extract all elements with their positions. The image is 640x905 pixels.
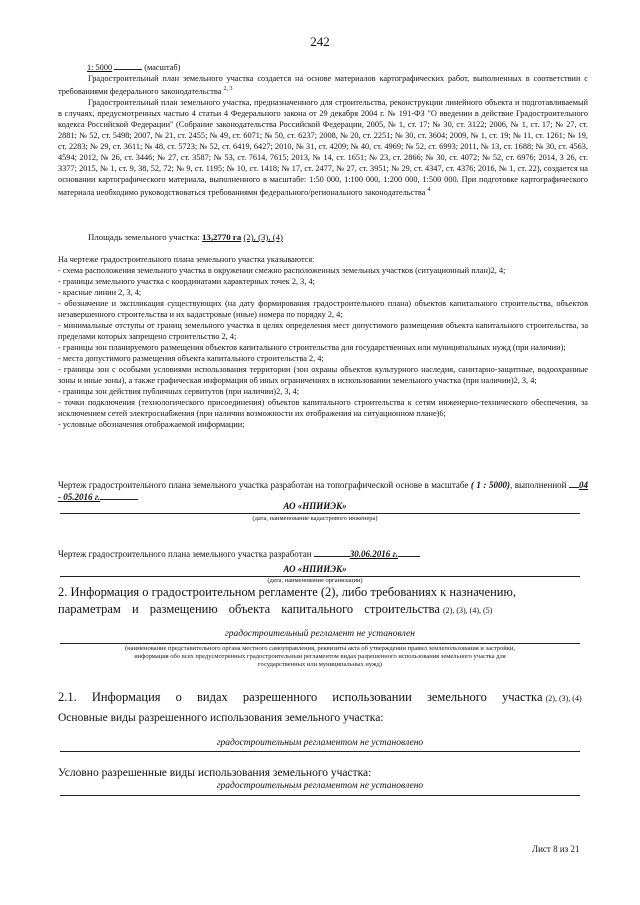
topo-date: 04 - 05.2016 г. <box>58 480 589 502</box>
scale-line <box>87 62 180 73</box>
paragraph-2: Градостроительный план земельного участка, предназначенного для строительства, реконструкции линейного объекта и подготавливаемый в случаях, предусмотренных частью 4 статьи 4 Федерального закона от 29 декабря 2004 г. № 191-ФЗ "О введении в действие Градостроительного кодекса Российской Федерации" (Собрание законодательства Российской Федерации, 2005, № 1, ст. 17; № 30, ст. 3122; 2006, № 1, ст. 17; № 27, ст. 2881; № 52, ст. 5498; 2007, № 21, ст. 2455; № 49, ст. 6071; № 50, ст. 6237; 2008, № 20, ст. 2251; № 30, ст. 3604; 2009, № 1, ст. 19; № 11, ст. 1261; № 19, ст. 2283; № 29, ст. 3611; № 48, ст. 5723; № 52, ст. 6419, 6427; 2010, № 31, ст. 4209; № 40, ст. 4969; № 52, ст. 6993; 2011, № 13, ст. 1688; № 30, ст. 4563, 4594; 2012, № 26, ст. 3446; № 27, ст. 3587; № 53, ст. 7614, 7615; 2013, № 14, ст. 1651; № 23, ст. 2866; № 30, ст. 4072; № 52, ст. 6976; 2014, 3 26, ст. 3377; 2015, № 1, ст. 9, 38, 52, 72; № 9, ст. 1195; № 10, ст. 1418; № 17, ст. 2477, № 27, ст. 3951; № 29, ст. 4347, ст. 4376; 2016, № 1, ст. 22), создается на основании картографического материала, выполненного в масштабе: 1:50 000, 1:100 000, 1:200 000, 1:500 000. При подготовке картографического материала необходимо руководствоваться требованиями федерального/регионального законодательства $^4$ <box>58 98 588 197</box>
dev-org: АО «НПИИЭК» <box>283 564 347 574</box>
page-number: 242 <box>310 34 330 49</box>
list-item: - схема расположения земельного участка в окружении смежно расположенных земельных участков (ситуационный план)2, 4; <box>58 266 506 275</box>
list-item: - границы зон с особыми условиями использования территории (зон охраны объектов культурного наследия, санитарно-защитные, водоохранные зоны и иные зоны), а также графическая информация об иных ограничениях в использовании земельного участка (при наличии)2, 3, 4; <box>58 365 588 385</box>
drawing-list <box>58 254 588 430</box>
paragraph-1: Градостроительный план земельного участка создается на основе материалов картографических работ, выполненных в соответствии с требованиями федерального законодательства $^{2, 3}$ <box>58 74 588 96</box>
list-item: - обозначение и экспликация существующих (на дату формирования градостроительного плана) объектов капитального строительства, объектов незавершенного строительства и их кадастровые (иные) номера по порядку 2, 4; <box>58 299 588 319</box>
list-item: - границы зон планируемого размещения объектов капитального строительства для государственных или муниципальных нужд (при наличии); <box>58 343 566 352</box>
list-item: - красные линии 2, 3, 4; <box>58 288 142 297</box>
section2-heading: 2. Информация о градостроительном регламенте (2), либо требованиях к назначению, параметрам и размещению объекта капитального строительства (2), (3), (4), (5) <box>58 585 516 616</box>
scale-value: 1: 5000 <box>87 63 113 72</box>
section2-underline <box>60 643 580 644</box>
topo-paragraph: Чертеж градостроительного плана земельного участка разработан на топографической основе в масштабе ( 1 : 5000), выполненной 04 - 05.2016 г. <box>58 480 589 502</box>
list-item: - точки подключения (технологического присоединения) объектов капитального строительства к сетям инженерно-технического обеспечения, за исключением сетей электроснабжения (при наличии возможности их отображения на ситуационном плане)6; <box>58 398 588 418</box>
list-item: - минимальные отступы от границ земельного участка в целях определения мест допустимого размещения объекта капитального строительства, за пределами которых запрещено строительство 2, 4; <box>58 321 588 341</box>
section21-refs: (2), (3), (4) <box>545 694 582 703</box>
dev-caption: (дата, наименование организации) <box>267 577 363 584</box>
topo-scale: ( 1 : 5000) <box>470 480 510 490</box>
list-item: - условные обозначения отображаемой информации; <box>58 420 245 429</box>
topo-underline <box>60 513 580 514</box>
conditional-uses-label: Условно разрешенные виды использования земельного участка: <box>58 767 372 779</box>
area-line <box>88 232 283 243</box>
sheet-footer: Лист 8 из 21 <box>532 844 580 854</box>
main-uses-label: Основные виды разрешенного использования земельного участка: <box>58 712 384 724</box>
area-refs: (2), (3), (4) <box>243 232 283 242</box>
conditional-uses-underline <box>60 795 580 796</box>
dev-date: 30.06.2016 г. <box>349 549 399 559</box>
area-label: Площадь земельного участка: <box>88 232 200 242</box>
list-item: - границы зон действия публичных сервитутов (при наличии)2, 3, 4; <box>58 387 300 396</box>
main-uses-value: градостроительным регламентом не установлено <box>216 738 424 748</box>
area-value: 13,2770 га <box>202 232 242 242</box>
dev-line: Чертеж градостроительного плана земельного участка разработан 30.06.2016 г. <box>58 549 420 560</box>
conditional-uses-value: градостроительным регламентом не установлено <box>216 781 424 791</box>
topo-caption: (дата, наименование кадастрового инженера) <box>252 515 378 522</box>
topo-org: АО «НПИИЭК» <box>283 501 347 511</box>
drawing-intro: На чертеже градостроительного плана земельного участка указываются: <box>58 255 315 264</box>
scale-suffix: (масштаб) <box>144 63 181 72</box>
list-item: - границы земельного участка с координатами характерных точек 2, 3, 4; <box>58 277 315 286</box>
section2-refs: (2), (3), (4), (5) <box>443 606 493 615</box>
section2-caption: (наименование представительного органа местного самоуправления, реквизиты акта об утверждении правил землепользования и застройки, информация обо всех предусмотренных градостроительным регламентом видах разрешенного использования земельного участка для государственных или муниципальных нужд) <box>124 645 516 668</box>
section21-heading: 2.1. Информация о видах разрешенного использовании земельного участка (2), (3), (4) <box>58 690 582 704</box>
section2-value: градостроительный регламент не установлен <box>225 629 415 639</box>
list-item: - места допустимого размещения объекта капитального строительства 2, 4; <box>58 354 324 363</box>
main-uses-underline <box>60 751 580 752</box>
